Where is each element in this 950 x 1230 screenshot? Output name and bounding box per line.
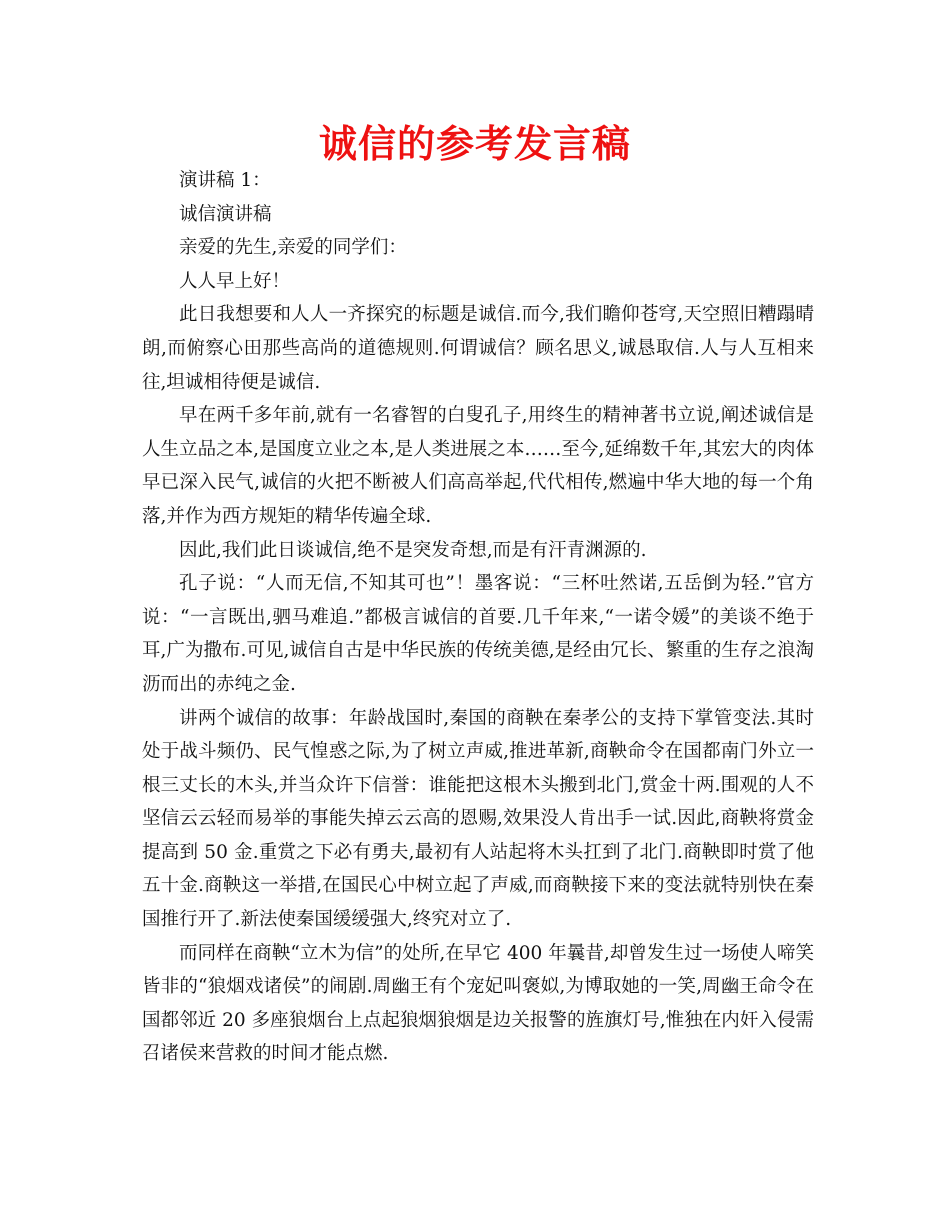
paragraph: 因此,我们此日谈诚信,绝不是突发奇想,而是有汗青渊源的. — [179, 539, 647, 561]
paragraph-speech-label: 演讲稿 1： — [179, 170, 271, 191]
paragraph: 讲两个诚信的故事：年龄战国时,秦国的商鞅在秦孝公的支持下掌管变法.其时处于战斗频仍、民气惶惑之际,为了树立声威,推进革新,商鞅命令在国都南门外立一根三丈长的木头,并当众许下信誉：谁能把这根木头搬到北门,赏金十两.围观的人不坚信云云轻而易举的事能失掉云云高的恩赐,效果没人肯出手一试.因此,商鞅将赏金提高到 50 金.重赏之下必有勇夫,最初有人站起将木头扛到了北门.商鞅即时赏了他五十金.商鞅这一举措,在国民心中树立起了声威,而商鞅接下来的变法就特别快在秦国推行开了.新法使秦国缓缓强大,终究对立了. — [142, 707, 814, 931]
paragraph: 孔子说：“人而无信,不知其可也”！墨客说：“三杯吐然诺,五岳倒为轻.”官方说：“一言既出,驷马难追.”都极言诚信的首要.几千年来,“一诺令媛”的美谈不绝于耳,广为撒布.可见,诚信自古是中华民族的传统美德,是经由冗长、繁重的生存之浪淘沥而出的赤纯之金. — [142, 573, 814, 695]
paragraph: 此日我想要和人人一齐探究的标题是诚信.而今,我们瞻仰苍穹,天空照旧糟蹋晴朗,而俯察心田那些高尚的道德规则.何谓诚信？顾名思义,诚恳取信.人与人互相来往,坦诚相待便是诚信. — [142, 304, 814, 393]
paragraph: 早在两千多年前,就有一名睿智的白叟孔子,用终生的精神著书立说,阐述诚信是人生立品之本,是国度立业之本,是人类进展之本……至今,延绵数千年,其宏大的肉体早已深入民气,诚信的火把不断被人们高高举起,代代相传,燃遍中华大地的每一个角落,并作为西方规矩的精华传遍全球. — [142, 405, 814, 527]
paragraph: 而同样在商鞅“立木为信”的处所,在早它 400 年曩昔,却曾发生过一场使人啼笑皆非的“狼烟戏诸侯”的闹剧.周幽王有个宠妃叫褒姒,为博取她的一笑,周幽王命令在国都邻近 20 多座狼烟台上点起狼烟狼烟是边关报警的旌旗灯号,惟独在内奸入侵需召诸侯来营救的时间才能点燃. — [142, 942, 814, 1065]
document-body — [142, 164, 814, 1071]
document-title: 诚信的参考发言稿 — [318, 122, 631, 166]
paragraph-greeting: 人人早上好！ — [179, 270, 291, 292]
paragraph-salutation: 亲爱的先生,亲爱的同学们： — [179, 237, 407, 259]
paragraph-speech-title: 诚信演讲稿 — [179, 203, 272, 225]
